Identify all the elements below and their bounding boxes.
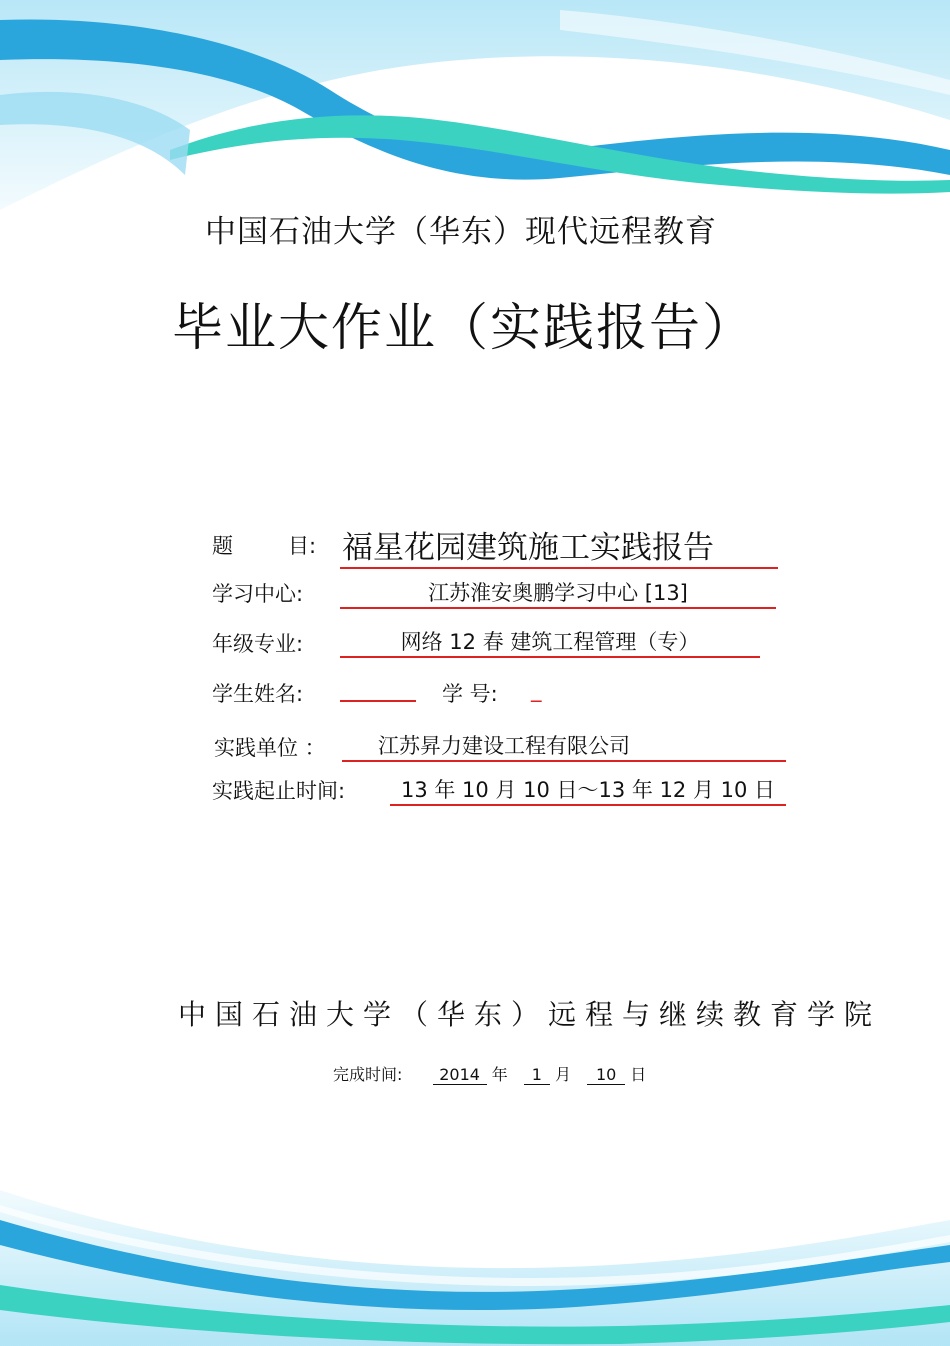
unit-value: 江苏昇力建设工程有限公司 <box>342 730 786 762</box>
period-value: 13 年 10 月 10 日～13 年 12 月 10 日 <box>390 774 786 806</box>
day-unit: 日 <box>630 1065 647 1084</box>
unit-label: 实践单位 ： <box>214 736 326 760</box>
major-label: 年级专业: <box>212 632 304 656</box>
topic-label: 题 <box>212 534 233 558</box>
major-value: 网络 12 春 建筑工程管理（专） <box>340 626 760 658</box>
center-value: 江苏淮安奥鹏学习中心 [13] <box>340 577 776 609</box>
student-id-label: 学 号: <box>442 682 498 706</box>
completion-day: 10 <box>587 1066 625 1085</box>
student-id-value: _ <box>531 678 542 702</box>
bottom-wave-decoration <box>0 1150 950 1346</box>
period-label: 实践起止时间: <box>212 779 346 803</box>
document-title: 毕业大作业（实践报告） <box>172 299 756 358</box>
completion-year: 2014 <box>433 1066 487 1085</box>
month-unit: 月 <box>554 1065 571 1084</box>
year-unit: 年 <box>491 1065 508 1084</box>
institution-name: 中国石油大学（华东）远程与继续教育学院 <box>178 998 882 1031</box>
university-line: 中国石油大学（华东）现代远程教育 <box>205 214 717 250</box>
name-value <box>340 676 416 702</box>
completion-month: 1 <box>524 1066 550 1085</box>
completion-date <box>333 1062 646 1085</box>
completion-label: 完成时间: <box>333 1065 403 1084</box>
name-label: 学生姓名: <box>212 682 304 706</box>
topic-value: 福星花园建筑施工实践报告 <box>340 522 778 569</box>
topic-label-suffix: 目: <box>288 534 317 558</box>
center-label: 学习中心: <box>212 582 304 606</box>
